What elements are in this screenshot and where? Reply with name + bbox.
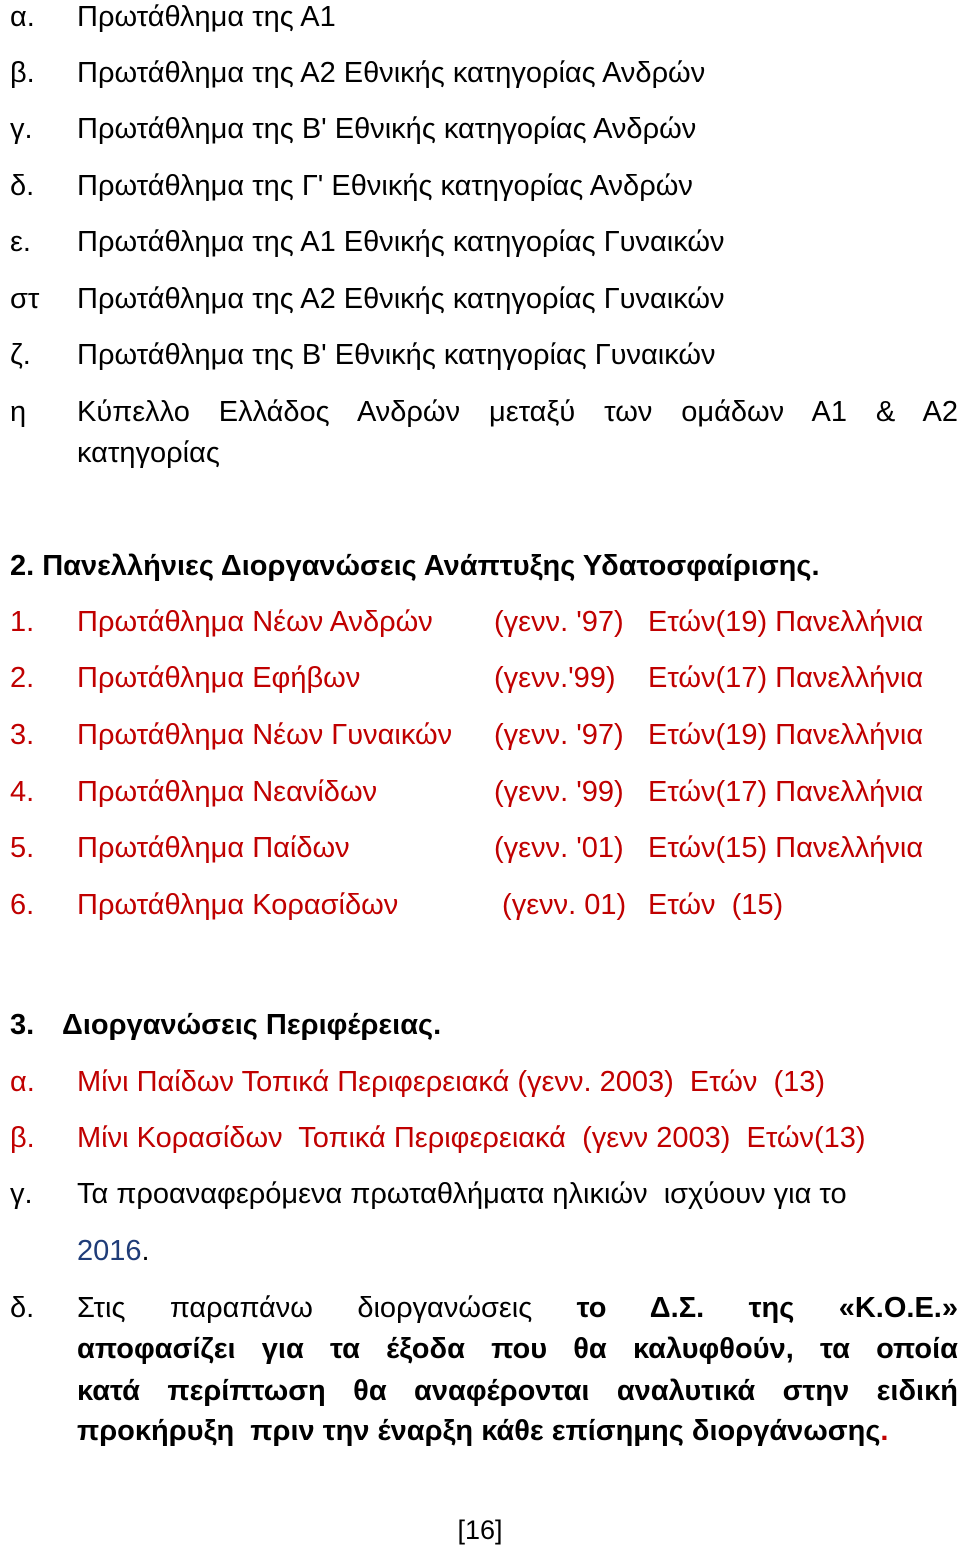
row-age: Ετών (15) — [648, 889, 784, 921]
item-text: Πρωτάθλημα της Α1 — [77, 1, 336, 33]
row-name: Πρωτάθλημα Νεανίδων — [77, 776, 378, 808]
table-row — [0, 719, 960, 753]
section-2-heading: 2. Πανελλήνιες Διοργανώσεις Ανάπτυξης Υδατοσφαίρισης. — [10, 550, 820, 582]
section-3-heading-number: 3. — [10, 1009, 35, 1041]
row-number: 1. — [10, 606, 35, 638]
row-number: 3. — [10, 719, 35, 751]
item-text: Μίνι Παίδων Τοπικά Περιφερειακά (γενν. 2003) Ετών (13) — [77, 1066, 826, 1098]
delta-bold-start: το Δ.Σ. της «Κ.Ο.Ε.» — [576, 1292, 958, 1324]
delta-line-4-text — [77, 1414, 888, 1448]
gamma-year: 2016 — [77, 1235, 142, 1267]
row-number: 2. — [10, 662, 35, 694]
item-label: ε. — [10, 226, 31, 258]
row-year: (γενν. '97) — [494, 719, 624, 751]
item-label: α. — [10, 1066, 35, 1098]
delta-end: . — [880, 1415, 889, 1447]
row-name: Πρωτάθλημα Νέων Ανδρών — [77, 606, 433, 638]
row-age: Ετών(17) Πανελλήνια — [648, 662, 924, 694]
row-number: 4. — [10, 776, 35, 808]
delta-lead: Στις παραπάνω διοργανώσεις — [77, 1292, 533, 1324]
table-row — [0, 662, 960, 696]
page-number: [16] — [457, 1515, 503, 1545]
row-year: (γενν.'99) — [494, 662, 616, 694]
item-label: ζ. — [10, 339, 31, 371]
row-year: (γενν. 01) — [494, 889, 627, 921]
delta-line-4-body: προκήρυξη πριν την έναρξη κάθε επίσημης διοργάνωσης — [77, 1415, 881, 1447]
row-year: (γενν. '99) — [494, 776, 624, 808]
delta-line-2-text: αποφασίζει για τα έξοδα που θα καλυφθούν, τα οποία — [77, 1333, 958, 1365]
item-label: α. — [10, 1, 35, 33]
item-text: Πρωτάθλημα της Α2 Εθνικής κατηγορίας Ανδρών — [77, 57, 706, 89]
row-age: Ετών(15) Πανελλήνια — [648, 832, 924, 864]
item-text: Πρωτάθλημα της Γ' Εθνικής κατηγορίας Ανδρών — [77, 170, 693, 202]
row-name: Πρωτάθλημα Παίδων — [77, 832, 350, 864]
table-row — [0, 889, 960, 923]
row-age: Ετών(19) Πανελλήνια — [648, 606, 924, 638]
row-number: 6. — [10, 889, 35, 921]
item-text: Μίνι Κορασίδων Τοπικά Περιφερειακά (γενν 2003) Ετών(13) — [77, 1122, 866, 1154]
item-label: στ — [10, 283, 40, 315]
row-age: Ετών(17) Πανελλήνια — [648, 776, 924, 808]
delta-line-1-text — [77, 1291, 958, 1325]
delta-line-3-text: κατά περίπτωση θα αναφέρονται αναλυτικά στην ειδική — [77, 1375, 958, 1407]
item-label: δ. — [10, 1292, 35, 1324]
item-label: β. — [10, 57, 35, 89]
item-text: Πρωτάθλημα της Α2 Εθνικής κατηγορίας Γυναικών — [77, 283, 725, 315]
row-name: Πρωτάθλημα Εφήβων — [77, 662, 361, 694]
item-label: η — [10, 396, 27, 428]
item-label: γ. — [10, 113, 33, 145]
row-name: Πρωτάθλημα Νέων Γυναικών — [77, 719, 453, 751]
item-text: Τα προαναφερόμενα πρωταθλήματα ηλικιών ισχύουν για το — [77, 1178, 847, 1210]
row-age: Ετών(19) Πανελλήνια — [648, 719, 924, 751]
gamma-period: . — [141, 1235, 150, 1267]
item-label: β. — [10, 1122, 35, 1154]
row-number: 5. — [10, 832, 35, 864]
item-text: Πρωτάθλημα της Β' Εθνικής κατηγορίας Γυναικών — [77, 339, 716, 371]
row-year: (γενν. '97) — [494, 606, 624, 638]
gamma-year-line — [77, 1234, 150, 1268]
table-row — [0, 606, 960, 640]
cup-text-line-2: κατηγορίας — [77, 437, 220, 469]
item-text: Πρωτάθλημα της Α1 Εθνικής κατηγορίας Γυναικών — [77, 226, 725, 258]
cup-text-line-1: Κύπελλο Ελλάδος Ανδρών μεταξύ των ομάδων Α1 & Α2 — [77, 396, 958, 428]
item-label: δ. — [10, 170, 35, 202]
section-3-heading-text: Διοργανώσεις Περιφέρειας. — [62, 1009, 442, 1041]
table-row — [0, 776, 960, 810]
row-name: Πρωτάθλημα Κορασίδων — [77, 889, 399, 921]
item-text: Πρωτάθλημα της Β' Εθνικής κατηγορίας Ανδρών — [77, 113, 697, 145]
table-row — [0, 832, 960, 866]
row-year: (γενν. '01) — [494, 832, 624, 864]
item-label: γ. — [10, 1178, 33, 1210]
